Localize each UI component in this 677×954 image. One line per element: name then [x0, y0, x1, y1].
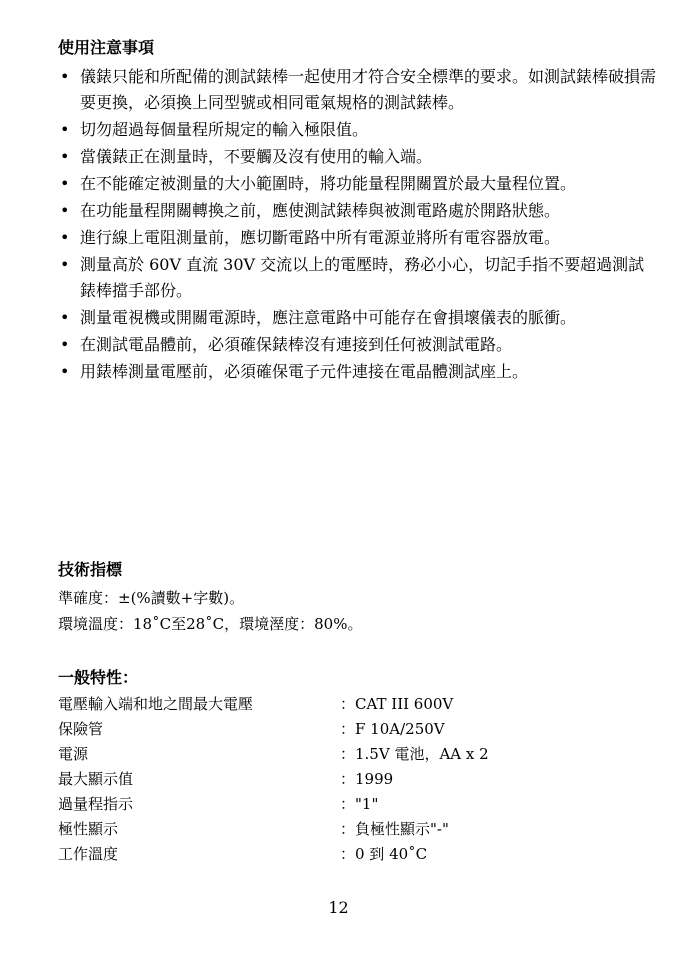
safety-list: [58, 64, 658, 386]
spec-value: ：1999: [340, 770, 394, 788]
spec-label: 電壓輸入端和地之間最大電壓: [58, 695, 254, 713]
list-item-text: 當儀錶正在測量時，不要觸及沒有使用的輸入端。: [80, 147, 433, 166]
table-row: [58, 792, 618, 817]
list-item-text: 進行線上電阻測量前，應切斷電路中所有電源並將所有電容器放電。: [80, 228, 561, 247]
bullet-icon: •: [60, 67, 70, 86]
list-item-text: 在不能確定被測量的大小範圍時，將功能量程開關置於最大量程位置。: [80, 174, 577, 193]
spec-label: 過量程指示: [58, 795, 134, 813]
table-row: [58, 842, 618, 867]
list-item: [58, 305, 658, 331]
environment-line: 環境溫度：18˚C至28˚C，環境溼度：80%。: [58, 615, 363, 633]
page-number: 12: [328, 898, 349, 917]
table-row: [58, 717, 618, 742]
list-item-text: 切勿超過每個量程所規定的輸入極限值。: [80, 120, 369, 139]
table-row: [58, 692, 618, 717]
bullet-icon: •: [60, 201, 70, 220]
bullet-icon: •: [60, 147, 70, 166]
list-item-text: 用錶棒測量電壓前，必須確保電子元件連接在電晶體測試座上。: [80, 362, 529, 381]
spec-label: 極性顯示: [58, 820, 119, 838]
list-item: [58, 225, 658, 251]
list-item: [58, 198, 658, 224]
bullet-icon: •: [60, 174, 70, 193]
bullet-icon: •: [60, 308, 70, 327]
list-item: [58, 117, 658, 143]
spec-label: 保險管: [58, 720, 104, 738]
bullet-icon: •: [60, 362, 70, 381]
spec-value: ：1.5V 電池，AA x 2: [340, 745, 489, 763]
spec-value: ：CAT III 600V: [340, 695, 454, 713]
list-item-text: 測量電視機或開關電源時，應注意電路中可能存在會損壞儀表的脈衝。: [80, 308, 577, 327]
list-item-text: 在測試電晶體前，必須確保錶棒沒有連接到任何被測試電路。: [80, 335, 513, 354]
bullet-icon: •: [60, 255, 70, 274]
table-row: [58, 817, 618, 842]
list-item-text: 儀錶只能和所配備的測試錶棒一起使用才符合安全標準的要求。如測試錶棒破損需要更換，必須換上同型號或相同電氣規格的測試錶棒。: [80, 67, 657, 112]
spec-value: ：負極性顯示"-": [340, 820, 449, 838]
table-row: [58, 742, 618, 767]
general-heading: 一般特性：: [58, 668, 139, 687]
list-item: [58, 252, 658, 304]
bullet-icon: •: [60, 120, 70, 139]
specs-heading: 技術指標: [58, 560, 123, 579]
list-item: [58, 144, 658, 170]
list-item: [58, 332, 658, 358]
spec-value: ：0 到 40˚C: [340, 845, 428, 863]
general-specs-table: [58, 692, 618, 867]
spec-label: 最大顯示值: [58, 770, 134, 788]
specs-section: [58, 585, 362, 637]
safety-heading: 使用注意事項: [58, 38, 155, 57]
list-item: [58, 359, 658, 385]
accuracy-line: 準確度：±(%讀數+字數)。: [58, 589, 245, 607]
spec-label: 電源: [58, 745, 89, 763]
spec-label: 工作溫度: [58, 845, 119, 863]
list-item-text: 在功能量程開關轉換之前，應使測試錶棒與被測電路處於開路狀態。: [80, 201, 561, 220]
table-row: [58, 767, 618, 792]
bullet-icon: •: [60, 228, 70, 247]
spec-value: ："1": [340, 795, 379, 813]
spec-value: ：F 10A/250V: [340, 720, 445, 738]
list-item: [58, 64, 658, 116]
list-item-text: 測量高於 60V 直流 30V 交流以上的電壓時，務必小心，切記手指不要超過測試錶棒擋手部份。: [80, 255, 645, 300]
list-item: [58, 171, 658, 197]
bullet-icon: •: [60, 335, 70, 354]
